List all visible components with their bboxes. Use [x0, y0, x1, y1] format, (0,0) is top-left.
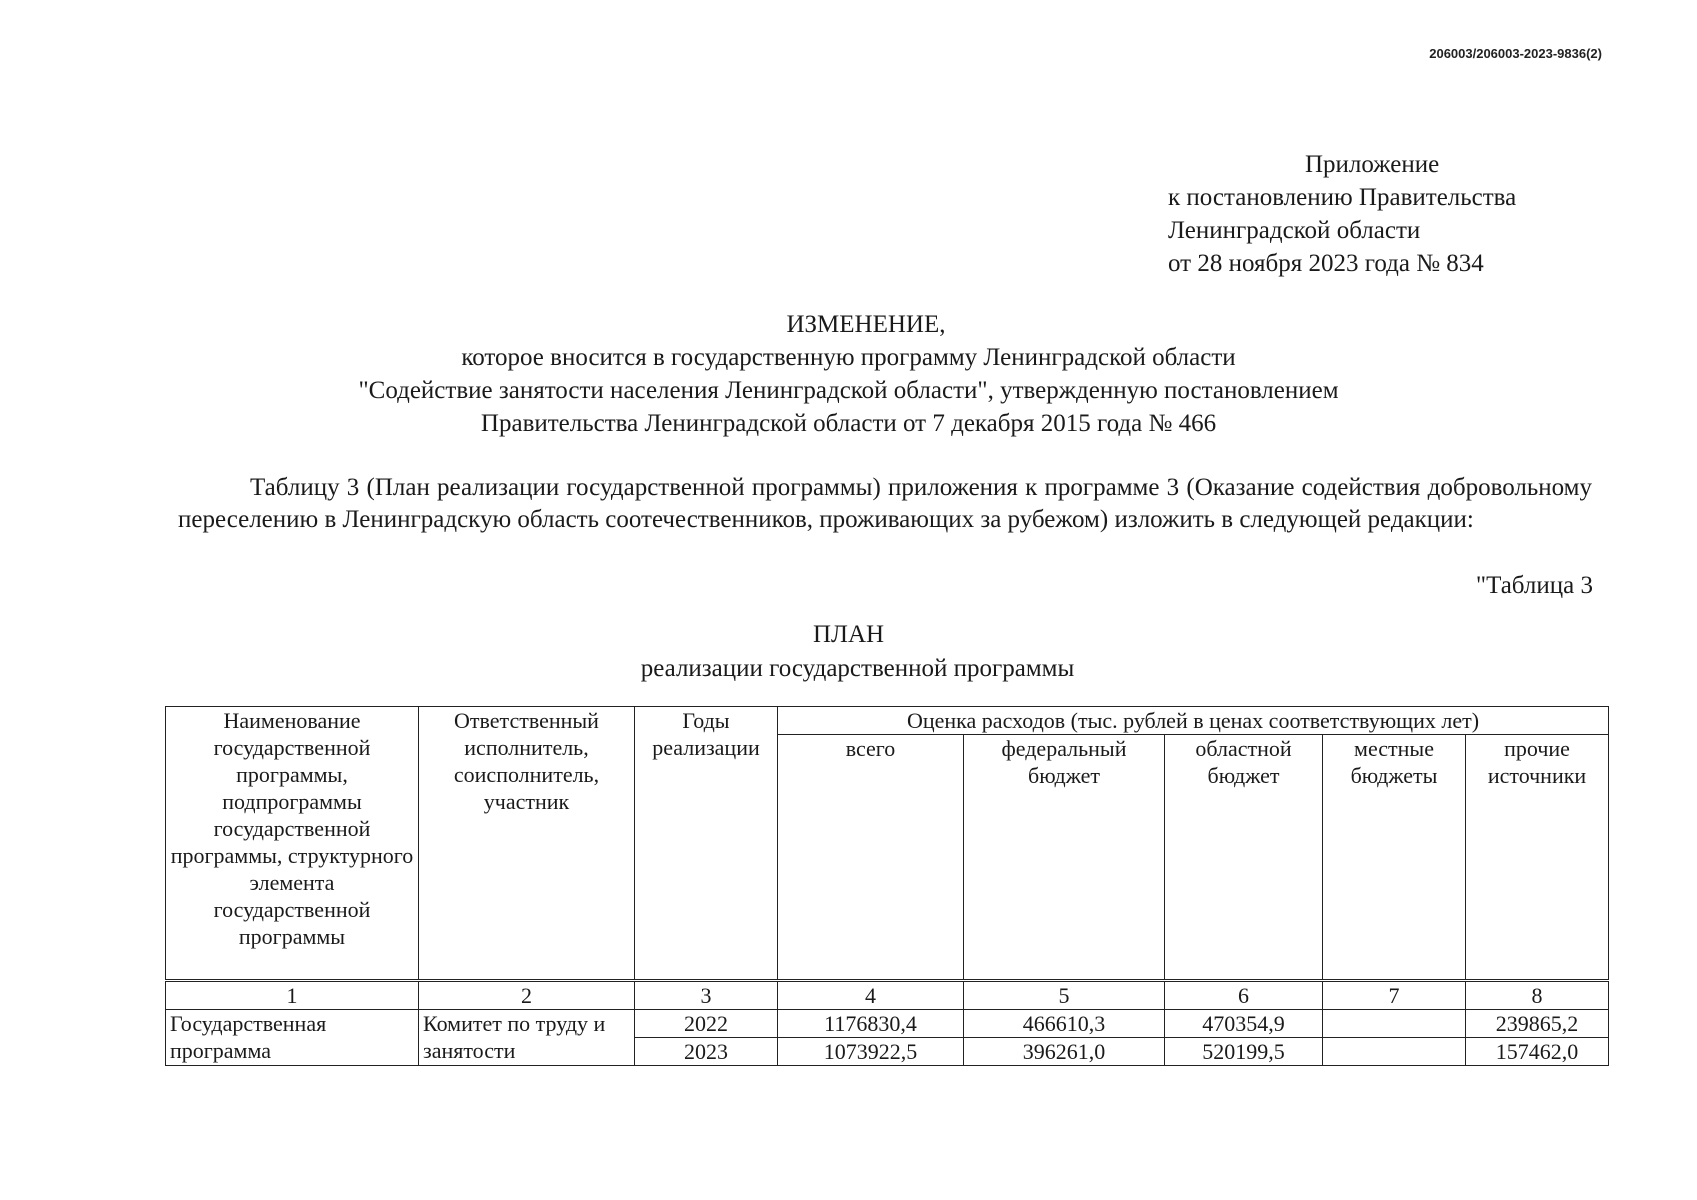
plan-title-line-2: реализации государственной программы	[640, 655, 1075, 682]
table-row	[166, 1010, 1609, 1038]
plan-table	[165, 706, 1609, 1066]
appendix-block	[1168, 148, 1516, 280]
document-heading	[0, 308, 1697, 440]
local-cell	[1323, 1038, 1466, 1066]
column-number: 6	[1165, 981, 1323, 1010]
header-name: Наименование государственной программы, подпрограммы государственной программы, структурного элемента государственной программы	[166, 707, 419, 981]
total-cell: 1073922,5	[778, 1038, 964, 1066]
header-executor: Ответственный исполнитель, соисполнитель, участник	[419, 707, 635, 981]
appendix-line-3: от 28 ноября 2023 года № 834	[1168, 250, 1484, 277]
other-cell: 239865,2	[1466, 1010, 1609, 1038]
table-header-row-1	[166, 707, 1609, 735]
column-number-row	[166, 981, 1609, 1010]
column-number: 8	[1466, 981, 1609, 1010]
regional-cell: 520199,5	[1165, 1038, 1323, 1066]
appendix-line-2: Ленинградской области	[1168, 217, 1421, 244]
plan-title	[0, 618, 1697, 686]
column-number: 3	[635, 981, 778, 1010]
year-cell: 2022	[635, 1010, 778, 1038]
header-total: всего	[778, 735, 964, 981]
header-federal: федеральный бюджет	[964, 735, 1165, 981]
column-number: 2	[419, 981, 635, 1010]
federal-cell: 466610,3	[964, 1010, 1165, 1038]
program-name-cell: Государственная программа	[166, 1010, 419, 1066]
local-cell	[1323, 1010, 1466, 1038]
intro-paragraph: Таблицу 3 (План реализации государственной программы) приложения к программе 3 (Оказание содействия добровольному переселению в Ленинградскую область соотечественников, проживающих за рубежом) изложить в следующей редакции:	[178, 474, 1592, 533]
column-number: 4	[778, 981, 964, 1010]
executor-cell: Комитет по труду и занятости	[419, 1010, 635, 1066]
federal-cell: 396261,0	[964, 1038, 1165, 1066]
plan-title-line-1: ПЛАН	[812, 621, 885, 648]
appendix-line-1: к постановлению Правительства	[1168, 184, 1517, 211]
heading-line-2: которое вносится в государственную программу Ленинградской области	[461, 344, 1236, 371]
header-years: Годы реализации	[635, 707, 778, 981]
year-cell: 2023	[635, 1038, 778, 1066]
heading-line-1: ИЗМЕНЕНИЕ,	[786, 311, 946, 338]
document-code: 206003/206003-2023-9836(2)	[1429, 46, 1602, 61]
column-number: 5	[964, 981, 1165, 1010]
other-cell: 157462,0	[1466, 1038, 1609, 1066]
header-estimate: Оценка расходов (тыс. рублей в ценах соответствующих лет)	[778, 707, 1609, 735]
table-label: "Таблица 3	[1475, 572, 1593, 599]
heading-line-3: "Содействие занятости населения Ленинградской области", утвержденную постановлением	[358, 377, 1339, 404]
header-regional: областной бюджет	[1165, 735, 1323, 981]
column-number: 7	[1323, 981, 1466, 1010]
appendix-title: Приложение	[1305, 151, 1440, 178]
column-number: 1	[166, 981, 419, 1010]
total-cell: 1176830,4	[778, 1010, 964, 1038]
header-other: прочие источники	[1466, 735, 1609, 981]
heading-line-4: Правительства Ленинградской области от 7 декабря 2015 года № 466	[480, 410, 1217, 437]
header-local: местные бюджеты	[1323, 735, 1466, 981]
regional-cell: 470354,9	[1165, 1010, 1323, 1038]
